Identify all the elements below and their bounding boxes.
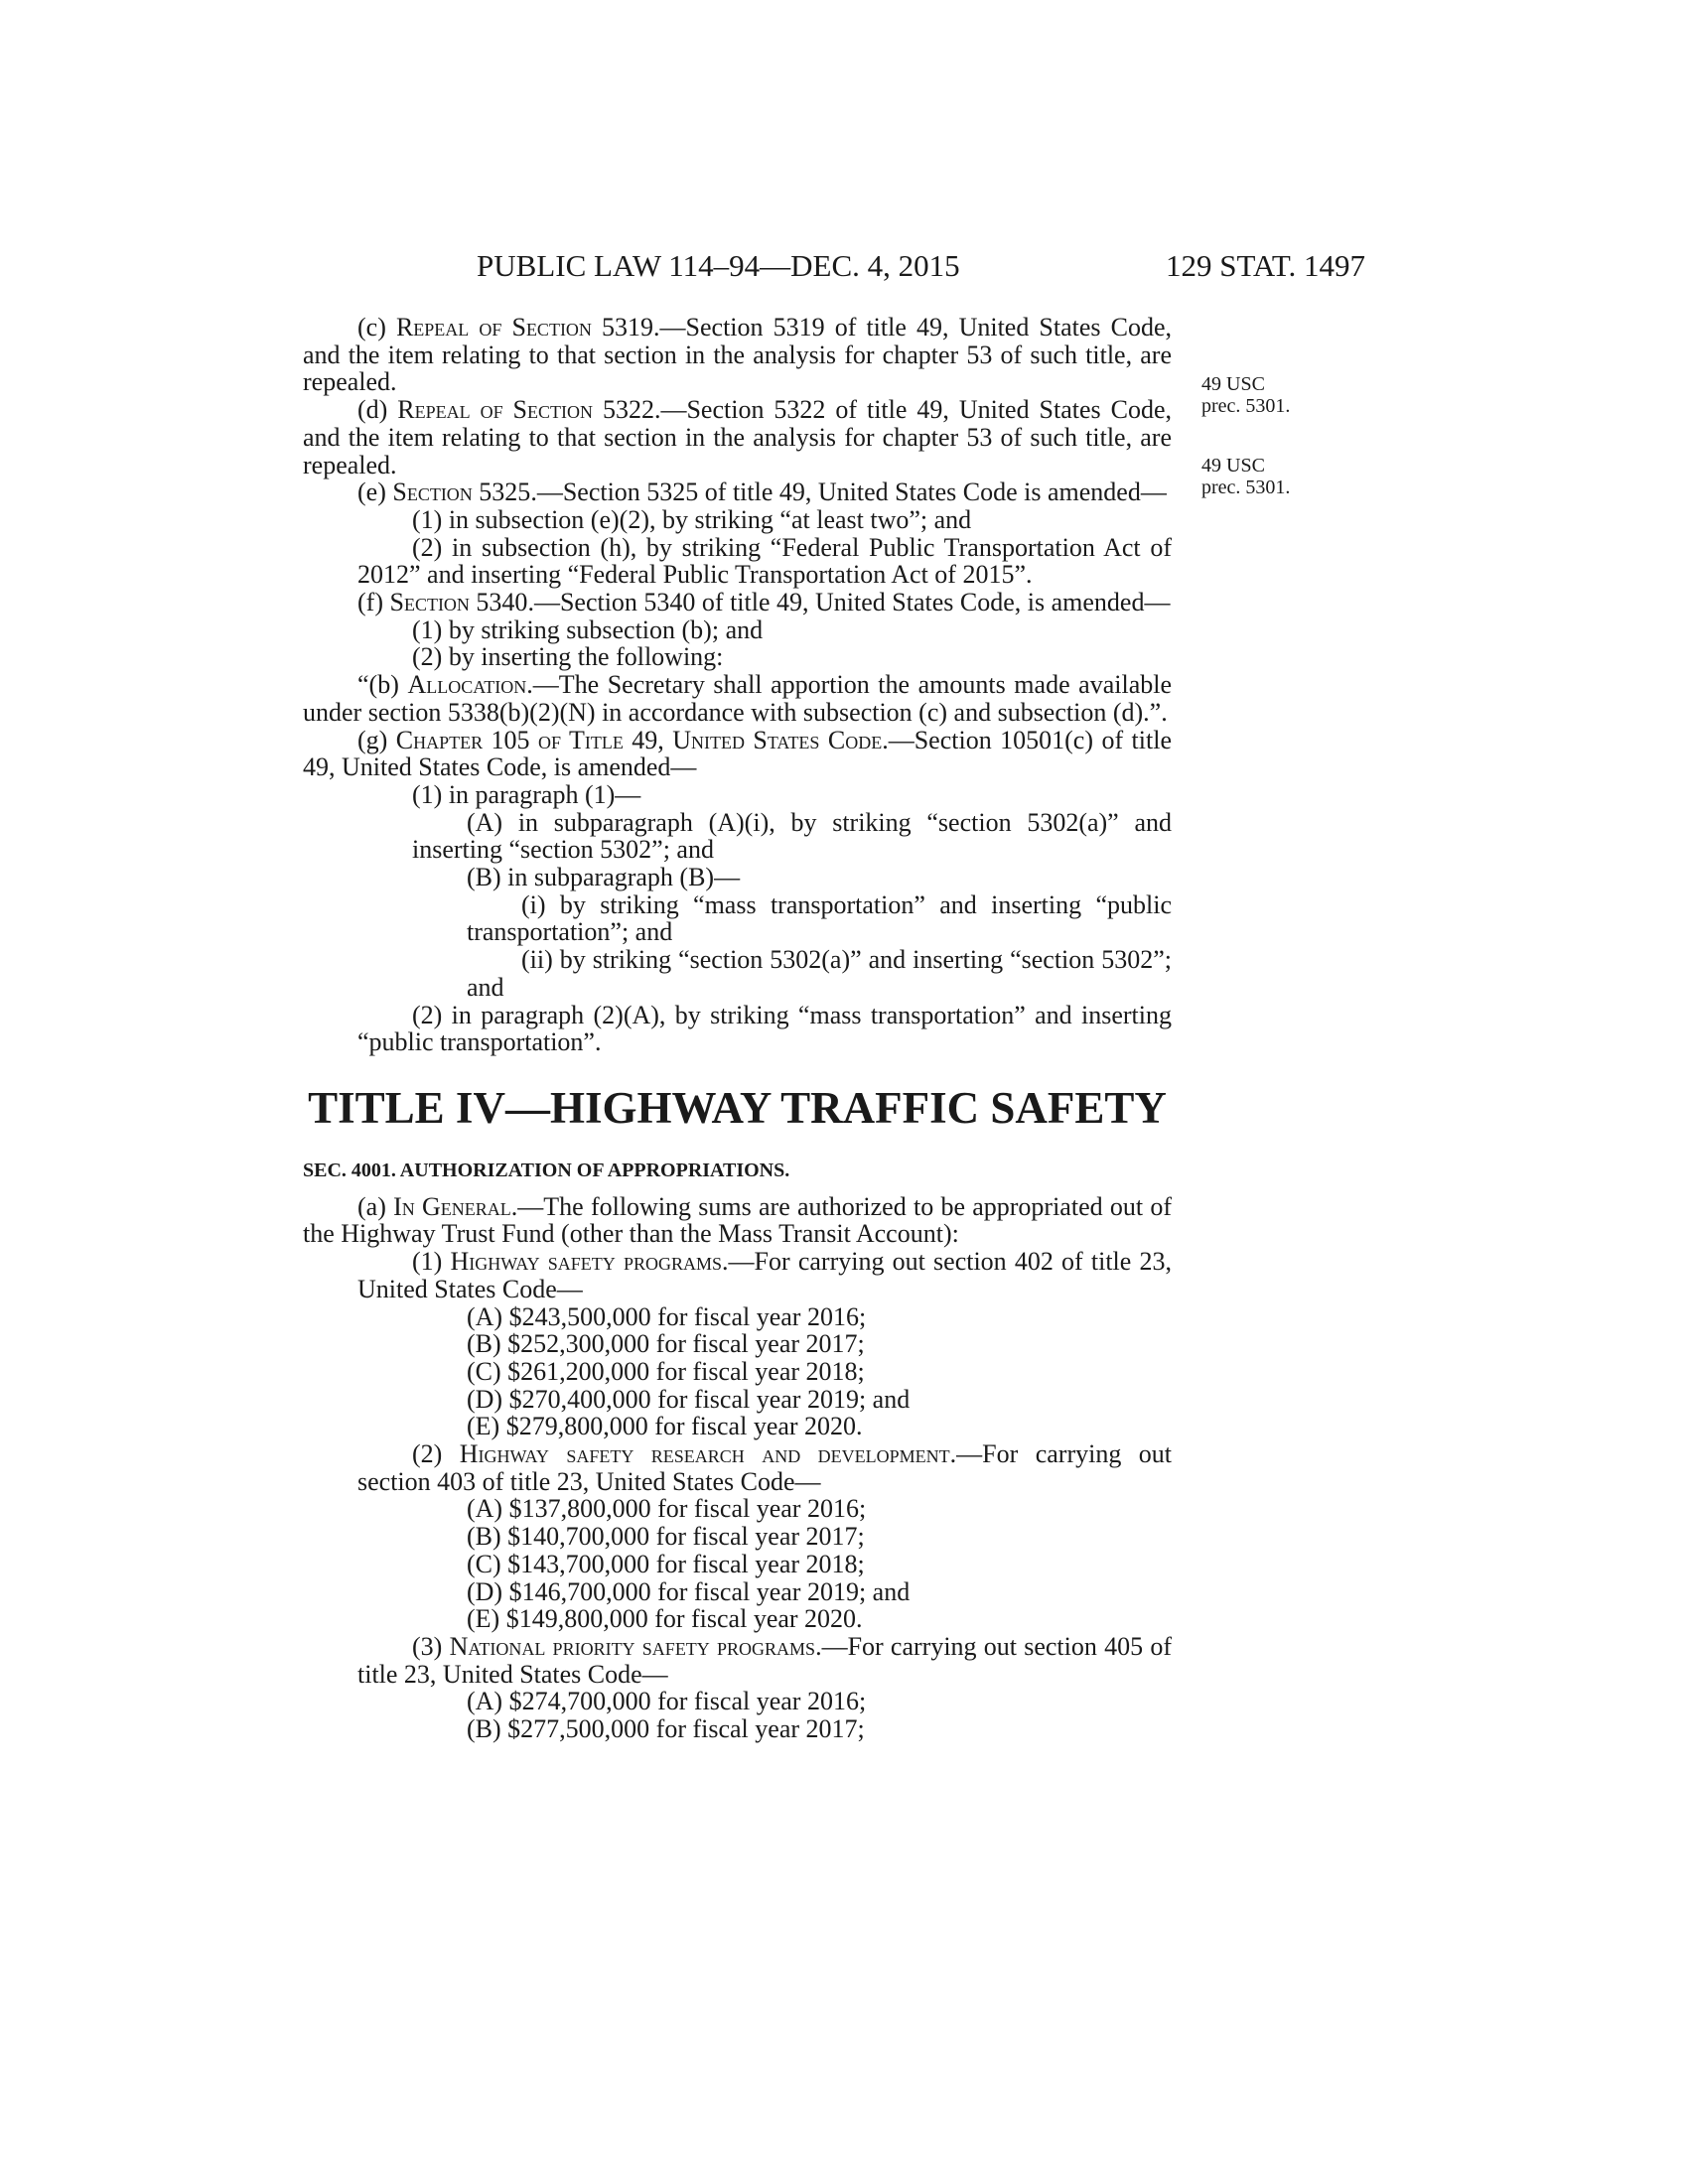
page-header <box>298 248 1365 288</box>
subsection-heading: Repeal of Section 5322 <box>397 395 654 425</box>
subsection-c: (c) Repeal of Section 5319.—Section 5319 of title 49, United States Code, and the item relating to that section in the analysis for chapter 53 of such title, are repealed. <box>303 313 1172 397</box>
subsection-a: (a) In General.—The following sums are authorized to be appropriated out of the Highway Trust Fund (other than the Mass Transit Account): <box>303 1191 1172 1249</box>
list-item: (C) $143,700,000 for fiscal year 2018; <box>467 1549 865 1578</box>
margin-note-line: prec. 5301. <box>1201 395 1291 417</box>
subsection-heading: Repeal of Section 5319 <box>395 313 654 341</box>
list-item: (A) $243,500,000 for fiscal year 2016; <box>467 1301 867 1331</box>
subparagraph-g1A: (A) in subparagraph (A)(i), by striking “section 5302(a)” and inserting “section 5302”; and <box>412 807 1172 865</box>
list-item: (D) $146,700,000 for fiscal year 2019; and <box>467 1576 911 1606</box>
paragraph-heading: Highway safety research and development <box>459 1439 950 1469</box>
subsection-heading: Section 5325 <box>392 478 531 507</box>
margin-note <box>1201 455 1350 498</box>
paragraph-2: (2) Highway safety research and development.—For carrying out section 403 of title 23, United States Code— <box>357 1439 1172 1496</box>
clause-g1Bi: (i) by striking “mass transportation” and inserting “public transportation”; and <box>467 889 1172 947</box>
list-item: (B) $277,500,000 for fiscal year 2017; <box>467 1714 865 1744</box>
paragraph-1: (1) Highway safety programs.—For carrying out section 402 of title 23, United States Code— <box>357 1247 1173 1303</box>
list-item: (D) $270,400,000 for fiscal year 2019; and <box>467 1384 911 1414</box>
running-head: PUBLIC LAW 114–94—DEC. 4, 2015 <box>477 248 960 283</box>
paragraph-3: (3) National priority safety programs.—For carrying out section 405 of title 23, United States Code— <box>357 1631 1173 1689</box>
section-heading: SEC. 4001. AUTHORIZATION OF APPROPRIATIONS. <box>303 1159 790 1181</box>
list-item: (A) $274,700,000 for fiscal year 2016; <box>467 1687 867 1716</box>
subsection-d: (d) Repeal of Section 5322.—Section 5322 of title 49, United States Code, and the item relating to that section in the analysis for chapter 53 of such title, are repealed. <box>303 395 1172 479</box>
paragraph-f2: (2) by inserting the following: <box>412 642 724 672</box>
paragraph-g1: (1) in paragraph (1)— <box>412 779 641 809</box>
subsection-g: (g) Chapter 105 of Title 49, United States Code.—Section 10501(c) of title 49, United States Code, is amended— <box>303 725 1172 782</box>
subsection-f: (f) Section 5340.—Section 5340 of title 49, United States Code, is amended— <box>357 588 1171 617</box>
statute-citation: 129 STAT. 1497 <box>1165 248 1365 283</box>
list-item: (E) $279,800,000 for fiscal year 2020. <box>467 1412 863 1441</box>
subparagraph-g1B: (B) in subparagraph (B)— <box>467 863 741 892</box>
paragraph-heading: National priority safety programs <box>449 1631 816 1661</box>
margin-note <box>1201 373 1350 417</box>
margin-note-line: prec. 5301. <box>1201 477 1291 498</box>
list-item: (B) $252,300,000 for fiscal year 2017; <box>467 1329 865 1359</box>
list-item: (B) $140,700,000 for fiscal year 2017; <box>467 1522 865 1552</box>
list-item: (E) $149,800,000 for fiscal year 2020. <box>467 1604 863 1634</box>
subsection-heading: In General <box>393 1191 511 1221</box>
subsection-e: (e) Section 5325.—Section 5325 of title 49, United States Code is amended— <box>357 478 1167 507</box>
paragraph-g2: (2) in paragraph (2)(A), by striking “mass transportation” and inserting “public transportation”. <box>357 1000 1172 1057</box>
main-text <box>303 314 1172 1743</box>
paragraph-heading: Highway safety programs <box>450 1247 723 1277</box>
margin-note-line: 49 USC <box>1201 373 1265 395</box>
list-item: (A) $137,800,000 for fiscal year 2016; <box>467 1494 867 1524</box>
paragraph-f1: (1) by striking subsection (b); and <box>412 614 764 644</box>
paragraph-e1: (1) in subsection (e)(2), by striking “at least two”; and <box>412 504 972 534</box>
paragraph-e2: (2) in subsection (h), by striking “Federal Public Transportation Act of 2012” and inserting “Federal Public Transportation Act of 2015”. <box>357 532 1172 590</box>
subsection-heading: Chapter 105 of Title 49, United States Code <box>395 725 883 754</box>
subsection-heading: Allocation <box>407 670 527 700</box>
clause-g1Bii: (ii) by striking “section 5302(a)” and inserting “section 5302”; and <box>467 945 1172 1002</box>
margin-note-line: 49 USC <box>1201 455 1265 477</box>
list-item: (C) $261,200,000 for fiscal year 2018; <box>467 1356 865 1386</box>
subsection-heading: Section 5340 <box>389 588 528 617</box>
quoted-subsection-b: “(b) Allocation.—The Secretary shall apportion the amounts made available under section 5338(b)(2)(N) in accordance with subsection (c) and subsection (d).”. <box>303 670 1173 727</box>
title-heading: TITLE IV—HIGHWAY TRAFFIC SAFETY <box>308 1082 1167 1133</box>
